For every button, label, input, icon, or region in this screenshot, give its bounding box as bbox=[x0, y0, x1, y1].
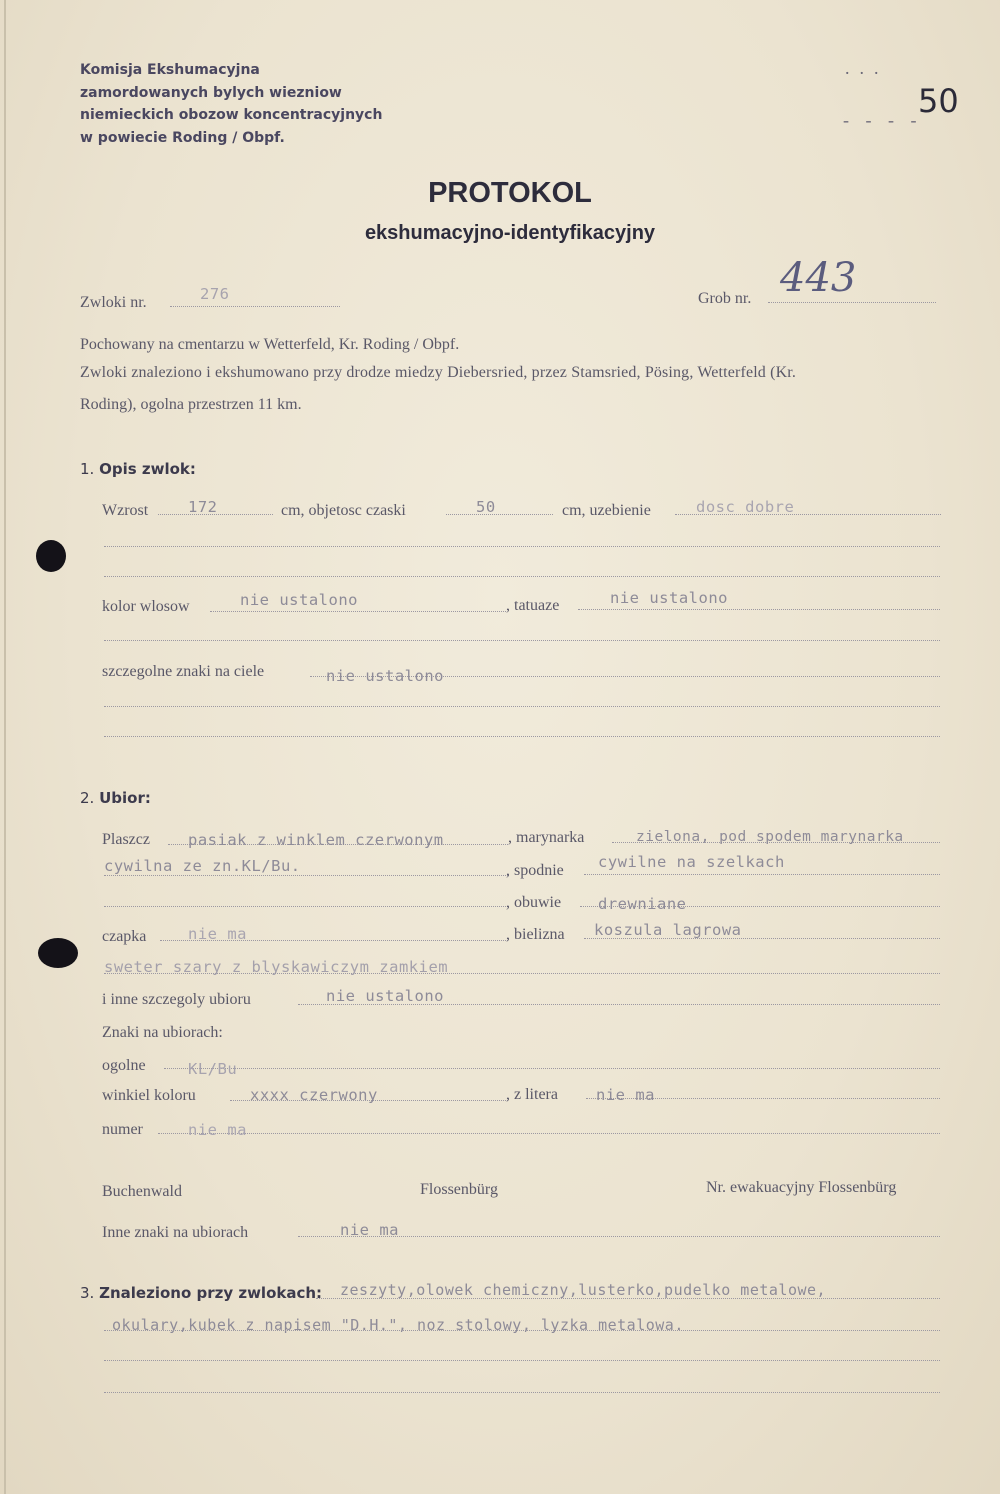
page-number: 50 bbox=[918, 82, 959, 120]
marynarka-label: , marynarka bbox=[508, 829, 585, 846]
obuwie-value: drewniane bbox=[598, 895, 687, 913]
tatuaze-value: nie ustalono bbox=[610, 589, 728, 607]
wzrost-value: 172 bbox=[188, 498, 218, 516]
ogolne-label: ogolne bbox=[102, 1057, 146, 1074]
section-number: 1. bbox=[80, 460, 95, 478]
obuwie-label: , obuwie bbox=[506, 894, 562, 911]
inne-label: i inne szczegoly ubioru bbox=[102, 991, 251, 1008]
numer-value: nie ma bbox=[188, 1121, 247, 1139]
kolor-label: kolor wlosow bbox=[102, 598, 190, 615]
flossenburg-label: Flossenbürg bbox=[420, 1181, 498, 1198]
header-line: w powiecie Roding / Obpf. bbox=[80, 129, 285, 146]
inne-value: nie ustalono bbox=[326, 987, 444, 1005]
sweter-line bbox=[104, 973, 940, 974]
found-items-line-2: okulary,kubek z napisem "D.H.", noz stolowy, lyzka metalowa. bbox=[112, 1316, 684, 1334]
tatuaze-label: , tatuaze bbox=[506, 597, 560, 614]
czaska-value: 50 bbox=[476, 498, 496, 516]
czaska-label: cm, objetosc czaski bbox=[281, 502, 406, 519]
znaki-label: szczegolne znaki na ciele bbox=[102, 663, 265, 680]
blank-line bbox=[104, 706, 940, 707]
czapka-label: czapka bbox=[102, 928, 147, 945]
section-title: Opis zwlok: bbox=[99, 460, 196, 478]
corner-dashes: - - - - bbox=[843, 110, 923, 130]
spodnie-label: , spodnie bbox=[506, 862, 564, 879]
bielizna-value: koszula lagrowa bbox=[594, 921, 742, 939]
tatuaze-line bbox=[578, 609, 940, 610]
distance: Roding), ogolna przestrzen 11 km. bbox=[80, 396, 302, 413]
numer-line bbox=[158, 1133, 940, 1134]
blank-line bbox=[104, 736, 940, 737]
blank-line bbox=[104, 546, 940, 547]
zwloki-line bbox=[170, 306, 340, 307]
bielizna-label: , bielizna bbox=[506, 926, 565, 943]
czaska-line bbox=[446, 514, 553, 515]
blank-line bbox=[104, 640, 940, 641]
czapka-value: nie ma bbox=[188, 925, 247, 943]
found-location: Zwloki znaleziono i ekshumowano przy drodze miedzy Diebersried, przez Stamsried, Pösing, Wetterfeld (Kr. bbox=[80, 364, 797, 381]
document-title: PROTOKOL bbox=[428, 177, 592, 209]
inne-znaki-value: nie ma bbox=[340, 1221, 399, 1239]
buchenwald-label: Buchenwald bbox=[102, 1183, 182, 1200]
ogolne-line bbox=[164, 1068, 940, 1069]
zwloki-label: Zwloki nr. bbox=[80, 294, 147, 311]
commission-header bbox=[80, 59, 382, 149]
litera-label: , z litera bbox=[506, 1086, 558, 1103]
uzebienie-label: cm, uzebienie bbox=[562, 502, 651, 519]
burial-place: Pochowany na cmentarzu w Wetterfeld, Kr. Roding / Obpf. bbox=[80, 336, 460, 353]
inne-znaki-label: Inne znaki na ubiorach bbox=[102, 1224, 249, 1241]
evacuation-number-label: Nr. ewakuacyjny Flossenbürg bbox=[706, 1179, 897, 1196]
plaszcz-label: Plaszcz bbox=[102, 831, 150, 848]
blank-line bbox=[104, 576, 940, 577]
spodnie-value: cywilne na szelkach bbox=[598, 853, 785, 871]
litera-value: nie ma bbox=[596, 1086, 655, 1104]
punch-hole-bottom bbox=[38, 938, 78, 968]
found-items-line-1: zeszyty,olowek chemiczny,lusterko,pudelko metalowe, bbox=[340, 1281, 827, 1299]
section-3-heading bbox=[80, 1284, 322, 1302]
blank-line bbox=[104, 1360, 940, 1361]
ogolne-value: KL/Bu bbox=[188, 1060, 238, 1078]
kolor-line bbox=[210, 611, 506, 612]
section-title: Znaleziono przy zwlokach: bbox=[99, 1284, 323, 1302]
section-number: 2. bbox=[80, 789, 95, 807]
wzrost-label: Wzrost bbox=[102, 502, 149, 519]
uzebienie-value: dosc dobre bbox=[696, 498, 795, 516]
blank-line bbox=[104, 1392, 940, 1393]
spodnie-line bbox=[584, 874, 940, 875]
grob-line bbox=[768, 302, 936, 303]
marynarka-value: zielona, pod spodem marynarka bbox=[636, 829, 904, 845]
header-line: Komisja Ekshumacyjna bbox=[80, 62, 260, 78]
section-number: 3. bbox=[80, 1284, 95, 1302]
znaki-ubior-label: Znaki na ubiorach: bbox=[102, 1024, 223, 1041]
header-line: niemieckich obozow koncentracyjnych bbox=[80, 107, 383, 123]
punch-hole-top bbox=[36, 540, 66, 572]
winkiel-label: winkiel koloru bbox=[102, 1087, 196, 1104]
grob-value-handwritten: 443 bbox=[780, 255, 857, 301]
blank-line bbox=[104, 906, 508, 907]
section-title: Ubior: bbox=[99, 789, 151, 807]
corner-dots: ... bbox=[845, 58, 889, 78]
grob-label: Grob nr. bbox=[698, 290, 752, 307]
znaki-value: nie ustalono bbox=[326, 667, 444, 685]
header-line: zamordowanych bylych wiezniow bbox=[80, 84, 342, 101]
zwloki-value: 276 bbox=[200, 285, 230, 303]
sweter-value: sweter szary z blyskawiczym zamkiem bbox=[104, 958, 449, 976]
section-2-heading bbox=[80, 789, 151, 807]
found-items-line bbox=[104, 1330, 940, 1331]
document-subtitle: ekshumacyjno-identyfikacyjny bbox=[364, 222, 656, 244]
cywilna-value: cywilna ze zn.KL/Bu. bbox=[104, 857, 301, 875]
plaszcz-value: pasiak z winklem czerwonym bbox=[188, 831, 444, 849]
cywilna-line bbox=[104, 875, 508, 876]
winkiel-value: xxxx czerwony bbox=[250, 1086, 378, 1104]
kolor-value: nie ustalono bbox=[240, 591, 358, 609]
section-1-heading bbox=[80, 460, 196, 478]
numer-label: numer bbox=[102, 1121, 143, 1138]
